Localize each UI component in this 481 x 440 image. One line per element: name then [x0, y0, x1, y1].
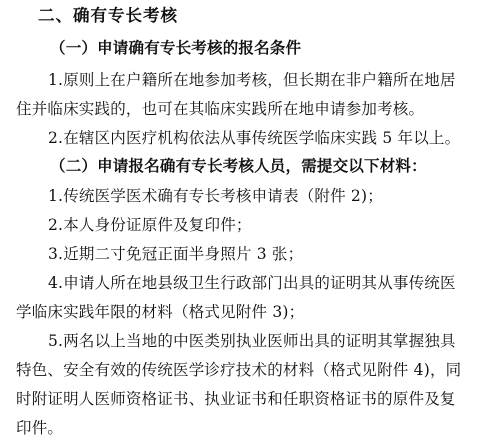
- subsection-title-2: （二）申请报名确有专长考核人员，需提交以下材料：: [50, 157, 427, 175]
- material-2-line-1: 2.本人身份证原件及复印件；: [48, 216, 252, 234]
- material-4-line-2: 学临床实践年限的材料（格式见附件 3)；: [16, 303, 305, 321]
- material-5-line-4: 印件。: [16, 419, 64, 437]
- condition-2-line-1: 2.在辖区内医疗机构依法从事传统医学临床实践 5 年以上。: [48, 129, 461, 147]
- material-5-line-1: 5.两名以上当地的中医类别执业医师出具的证明其掌握独具: [48, 332, 456, 350]
- material-4-line-1: 4.申请人所在地县级卫生行政部门出具的证明其从事传统医: [48, 274, 456, 292]
- material-5-line-2: 特色、安全有效的传统医学诊疗技术的材料（格式见附件 4)，同: [16, 361, 462, 379]
- material-1-line-1: 1.传统医学医术确有专长考核申请表（附件 2)；: [48, 187, 383, 205]
- condition-1-line-2: 住并临床实践的，也可在其临床实践所在地申请参加考核。: [16, 100, 425, 118]
- material-3-line-1: 3.近期二寸免冠正面半身照片 3 张；: [48, 245, 304, 263]
- material-5-line-3: 时附证明人医师资格证书、执业证书和任职资格证书的原件及复: [16, 390, 456, 408]
- subsection-title-1: （一）申请确有专长考核的报名条件: [50, 39, 302, 57]
- condition-1-line-1: 1.原则上在户籍所在地参加考核，但长期在非户籍所在地居: [48, 71, 456, 89]
- section-title: 二、确有专长考核: [38, 6, 178, 25]
